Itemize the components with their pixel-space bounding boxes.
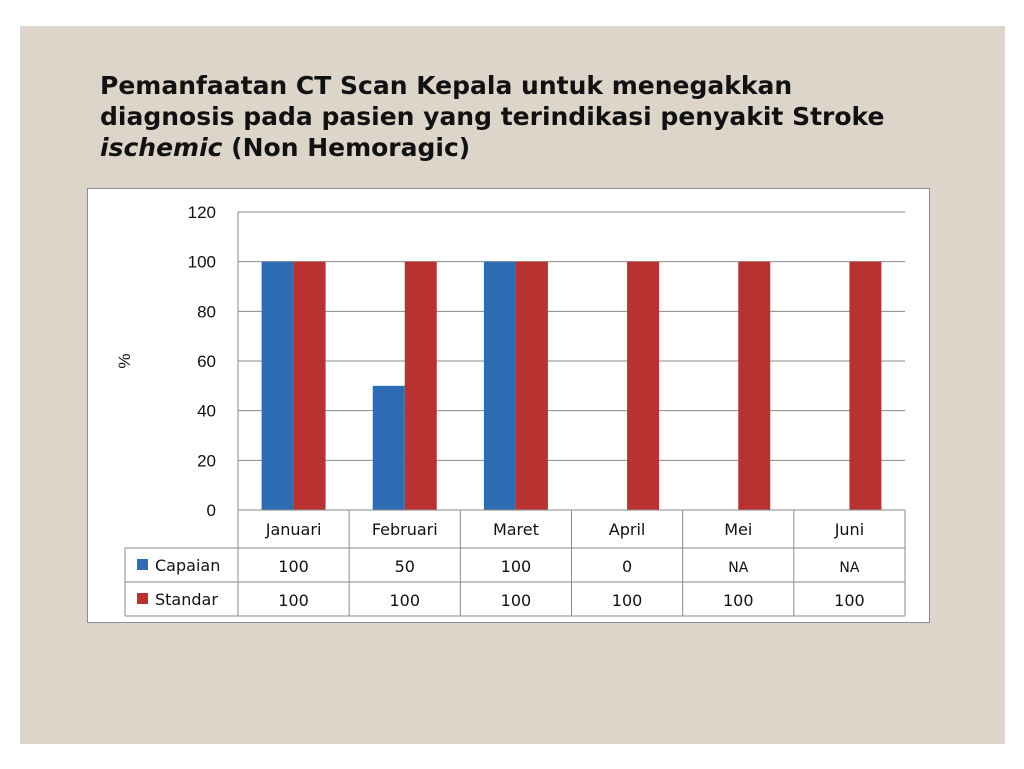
data-label: 100 — [611, 591, 643, 610]
title-line-3 — [100, 132, 920, 163]
bar-standar-januari — [294, 262, 326, 510]
legend-swatch-capaian — [137, 559, 148, 570]
y-tick-label: 120 — [187, 203, 216, 222]
bar-capaian-januari — [262, 262, 294, 510]
data-label: 100 — [389, 591, 421, 610]
legend-label-capaian: Capaian — [155, 556, 221, 575]
x-tick-label: Juni — [834, 520, 865, 539]
slide-title — [100, 70, 920, 163]
x-tick-label: Februari — [371, 520, 438, 539]
y-tick-label: 0 — [206, 501, 216, 520]
x-tick-label: Januari — [265, 520, 322, 539]
bar-capaian-februari — [373, 386, 405, 510]
data-label: NA — [839, 560, 860, 576]
bar-chart — [88, 189, 931, 624]
y-tick-label: 20 — [197, 451, 216, 471]
x-tick-label: April — [608, 520, 646, 539]
y-tick-label: 40 — [197, 401, 216, 421]
data-label: 100 — [278, 557, 309, 576]
data-label: 100 — [834, 591, 865, 610]
data-label: 100 — [278, 591, 309, 610]
data-label: 50 — [394, 557, 415, 576]
bar-capaian-maret — [484, 262, 516, 510]
data-label: 100 — [500, 591, 532, 610]
legend-label-standar: Standar — [155, 590, 218, 609]
bar-standar-juni — [849, 262, 881, 510]
x-tick-label: Mei — [724, 520, 753, 539]
bar-standar-februari — [405, 262, 437, 510]
bar-standar-maret — [516, 262, 548, 510]
title-italic-word: ischemic — [100, 133, 223, 162]
legend-swatch-standar — [137, 593, 148, 604]
data-label: 100 — [722, 591, 754, 610]
bar-standar-mei — [738, 262, 770, 510]
data-label: 100 — [500, 557, 532, 576]
title-line-3-rest: (Non Hemoragic) — [222, 133, 471, 162]
data-label: 0 — [621, 557, 633, 576]
y-axis-label: % — [115, 353, 134, 369]
data-label: NA — [728, 560, 749, 576]
y-tick-label: 100 — [187, 252, 216, 272]
x-tick-label: Maret — [492, 520, 539, 539]
y-tick-label: 60 — [197, 352, 216, 371]
title-line-2: diagnosis pada pasien yang terindikasi penyakit Stroke — [100, 102, 885, 131]
y-tick-label: 80 — [197, 302, 216, 322]
title-line-1: Pemanfaatan CT Scan Kepala untuk menegakkan — [100, 71, 793, 100]
chart-frame — [87, 188, 930, 623]
bar-standar-april — [627, 262, 659, 510]
